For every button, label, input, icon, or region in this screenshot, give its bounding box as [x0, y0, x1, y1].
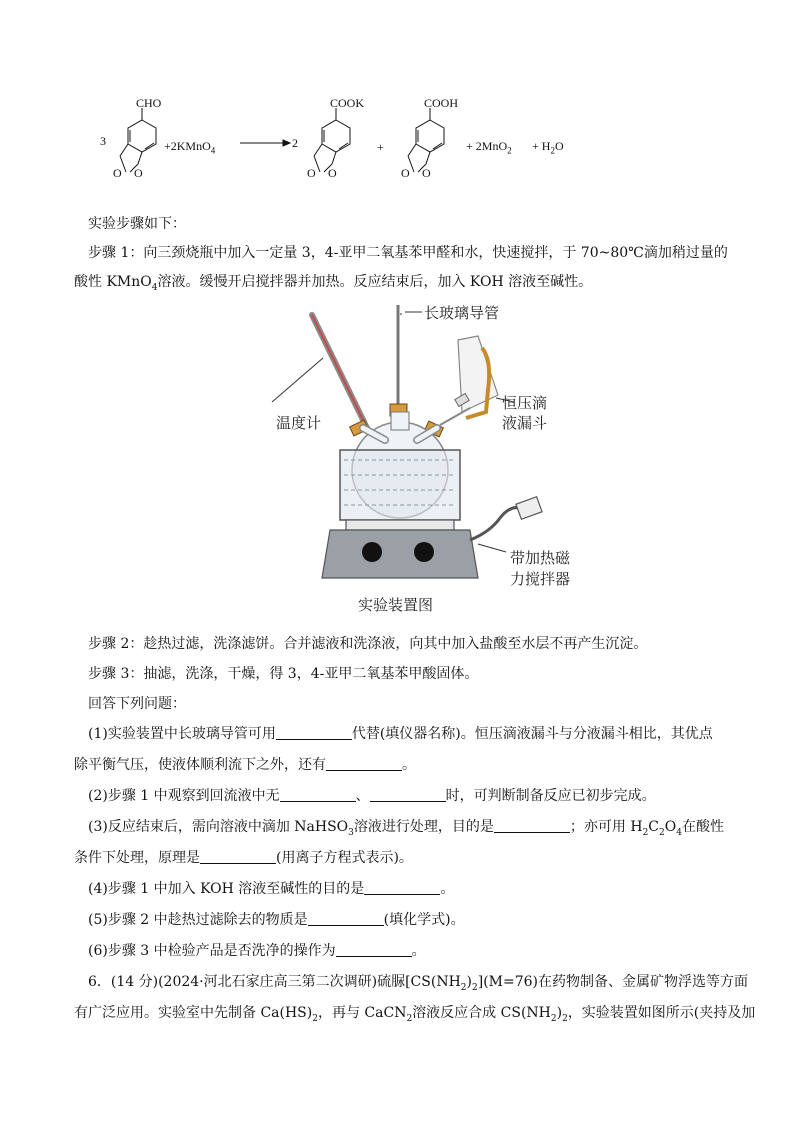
- apparatus-drawing: [260, 300, 560, 585]
- label-thermometer: 温度计: [276, 414, 322, 432]
- problem-6-line-1: 6．(14 分)(2024·河北石家庄高三第二次调研)硫脲$[CS(NH_2)_2](M=76)$在药物制备、金属矿物浮选等方面: [88, 974, 748, 993]
- ring-oxygen-1b: O: [134, 166, 143, 180]
- label-stirrer-line-2: 力搅拌器: [510, 570, 571, 588]
- ring-oxygen-1a: O: [113, 166, 122, 180]
- carboxylate-structure: [314, 108, 350, 172]
- question-1-line-1: (1)实验装置中长玻璃导管可用 代替(填仪器名称)。恒压滴液漏斗与分液漏斗相比，其优点: [88, 726, 713, 742]
- substituent-cooh: COOH: [424, 96, 459, 110]
- ring-oxygen-2b: O: [328, 166, 337, 180]
- answer-blank[interactable]: [308, 911, 384, 926]
- answer-title: 回答下列问题：: [88, 696, 186, 712]
- step-3: 步骤 3：抽滤，洗涤，干燥，得 3，4-亚甲二氧基苯甲酸固体。: [88, 666, 479, 682]
- label-long-glass-tube: 长玻璃导管: [424, 304, 500, 322]
- water-bath: [340, 450, 460, 520]
- carboxylic-acid-structure: [408, 108, 444, 172]
- question-4: (4)步骤 1 中加入 KOH 溶液至碱性的目的是 。: [88, 881, 455, 897]
- ring-oxygen-2a: O: [307, 166, 316, 180]
- answer-blank[interactable]: [336, 942, 412, 957]
- pressure-equalizing-funnel: [440, 336, 498, 425]
- ring-oxygen-3b: O: [422, 166, 431, 180]
- answer-blank[interactable]: [280, 787, 356, 802]
- product-h2o: + $H_2O$: [532, 139, 564, 156]
- question-3-line-2: 条件下处理，原理是 (用离子方程式表示)。: [74, 850, 413, 866]
- question-2: (2)步骤 1 中观察到回流液中无 、 时，可判断制备反应已初步完成。: [88, 788, 656, 804]
- answer-blank[interactable]: [276, 725, 352, 740]
- question-3-line-1: (3)反应结束后，需向溶液中滴加 NaHSO$_3$溶液进行处理，目的是 ；亦可用 $H_2C_2O_4$在酸性: [88, 819, 724, 838]
- step-2: 步骤 2：趁热过滤，洗涤滤饼。合并滤液和洗涤液，向其中加入盐酸至水层不再产生沉淀。: [88, 636, 648, 652]
- coefficient-2: 2: [292, 136, 298, 150]
- answer-blank[interactable]: [370, 787, 446, 802]
- figure-caption: 实验装置图: [358, 596, 434, 614]
- problem-6-line-2: 有广泛应用。实验室中先制备 $Ca(HS)_2$，再与 CaCN$_2$溶液反应合成 $CS(NH_2)_2$，实验装置如图所示(夹持及加: [74, 1005, 756, 1024]
- ring-oxygen-3a: O: [401, 166, 410, 180]
- coefficient-3: 3: [100, 134, 106, 148]
- question-6: (6)步骤 3 中检验产品是否洗净的操作为 。: [88, 943, 426, 959]
- label-stirrer-line-1: 带加热磁: [510, 549, 571, 567]
- answer-blank[interactable]: [494, 818, 570, 833]
- substituent-cho: CHO: [136, 96, 162, 110]
- piperonal-structure: [120, 108, 156, 172]
- answer-blank[interactable]: [364, 880, 440, 895]
- steps-title: 实验步骤如下：: [88, 216, 186, 232]
- answer-blank[interactable]: [200, 849, 276, 864]
- reagent-kmno4: +2KMnO$_4$: [164, 139, 216, 156]
- step-1-line-1: 步骤 1：向三颈烧瓶中加入一定量 3，4-亚甲二氧基苯甲醛和水，快速搅拌，于 70~80℃滴加稍过量的: [88, 245, 728, 261]
- label-funnel-line-1: 恒压滴: [502, 394, 548, 412]
- product-mno2: + 2MnO$_2$: [466, 139, 512, 156]
- answer-blank[interactable]: [326, 756, 402, 771]
- substituent-cook: COOK: [330, 96, 365, 110]
- question-5: (5)步骤 2 中趁热过滤除去的物质是 (填化学式)。: [88, 912, 465, 928]
- step-1-line-2: 酸性 KMnO$_4$溶液。缓慢开启搅拌器并加热。反应结束后，加入 KOH 溶液至碱性。: [74, 274, 593, 293]
- question-1-line-2: 除平衡气压，使液体顺利流下之外，还有 。: [74, 757, 416, 773]
- plus-sign: +: [377, 140, 384, 154]
- label-funnel-line-2: 液漏斗: [502, 414, 548, 432]
